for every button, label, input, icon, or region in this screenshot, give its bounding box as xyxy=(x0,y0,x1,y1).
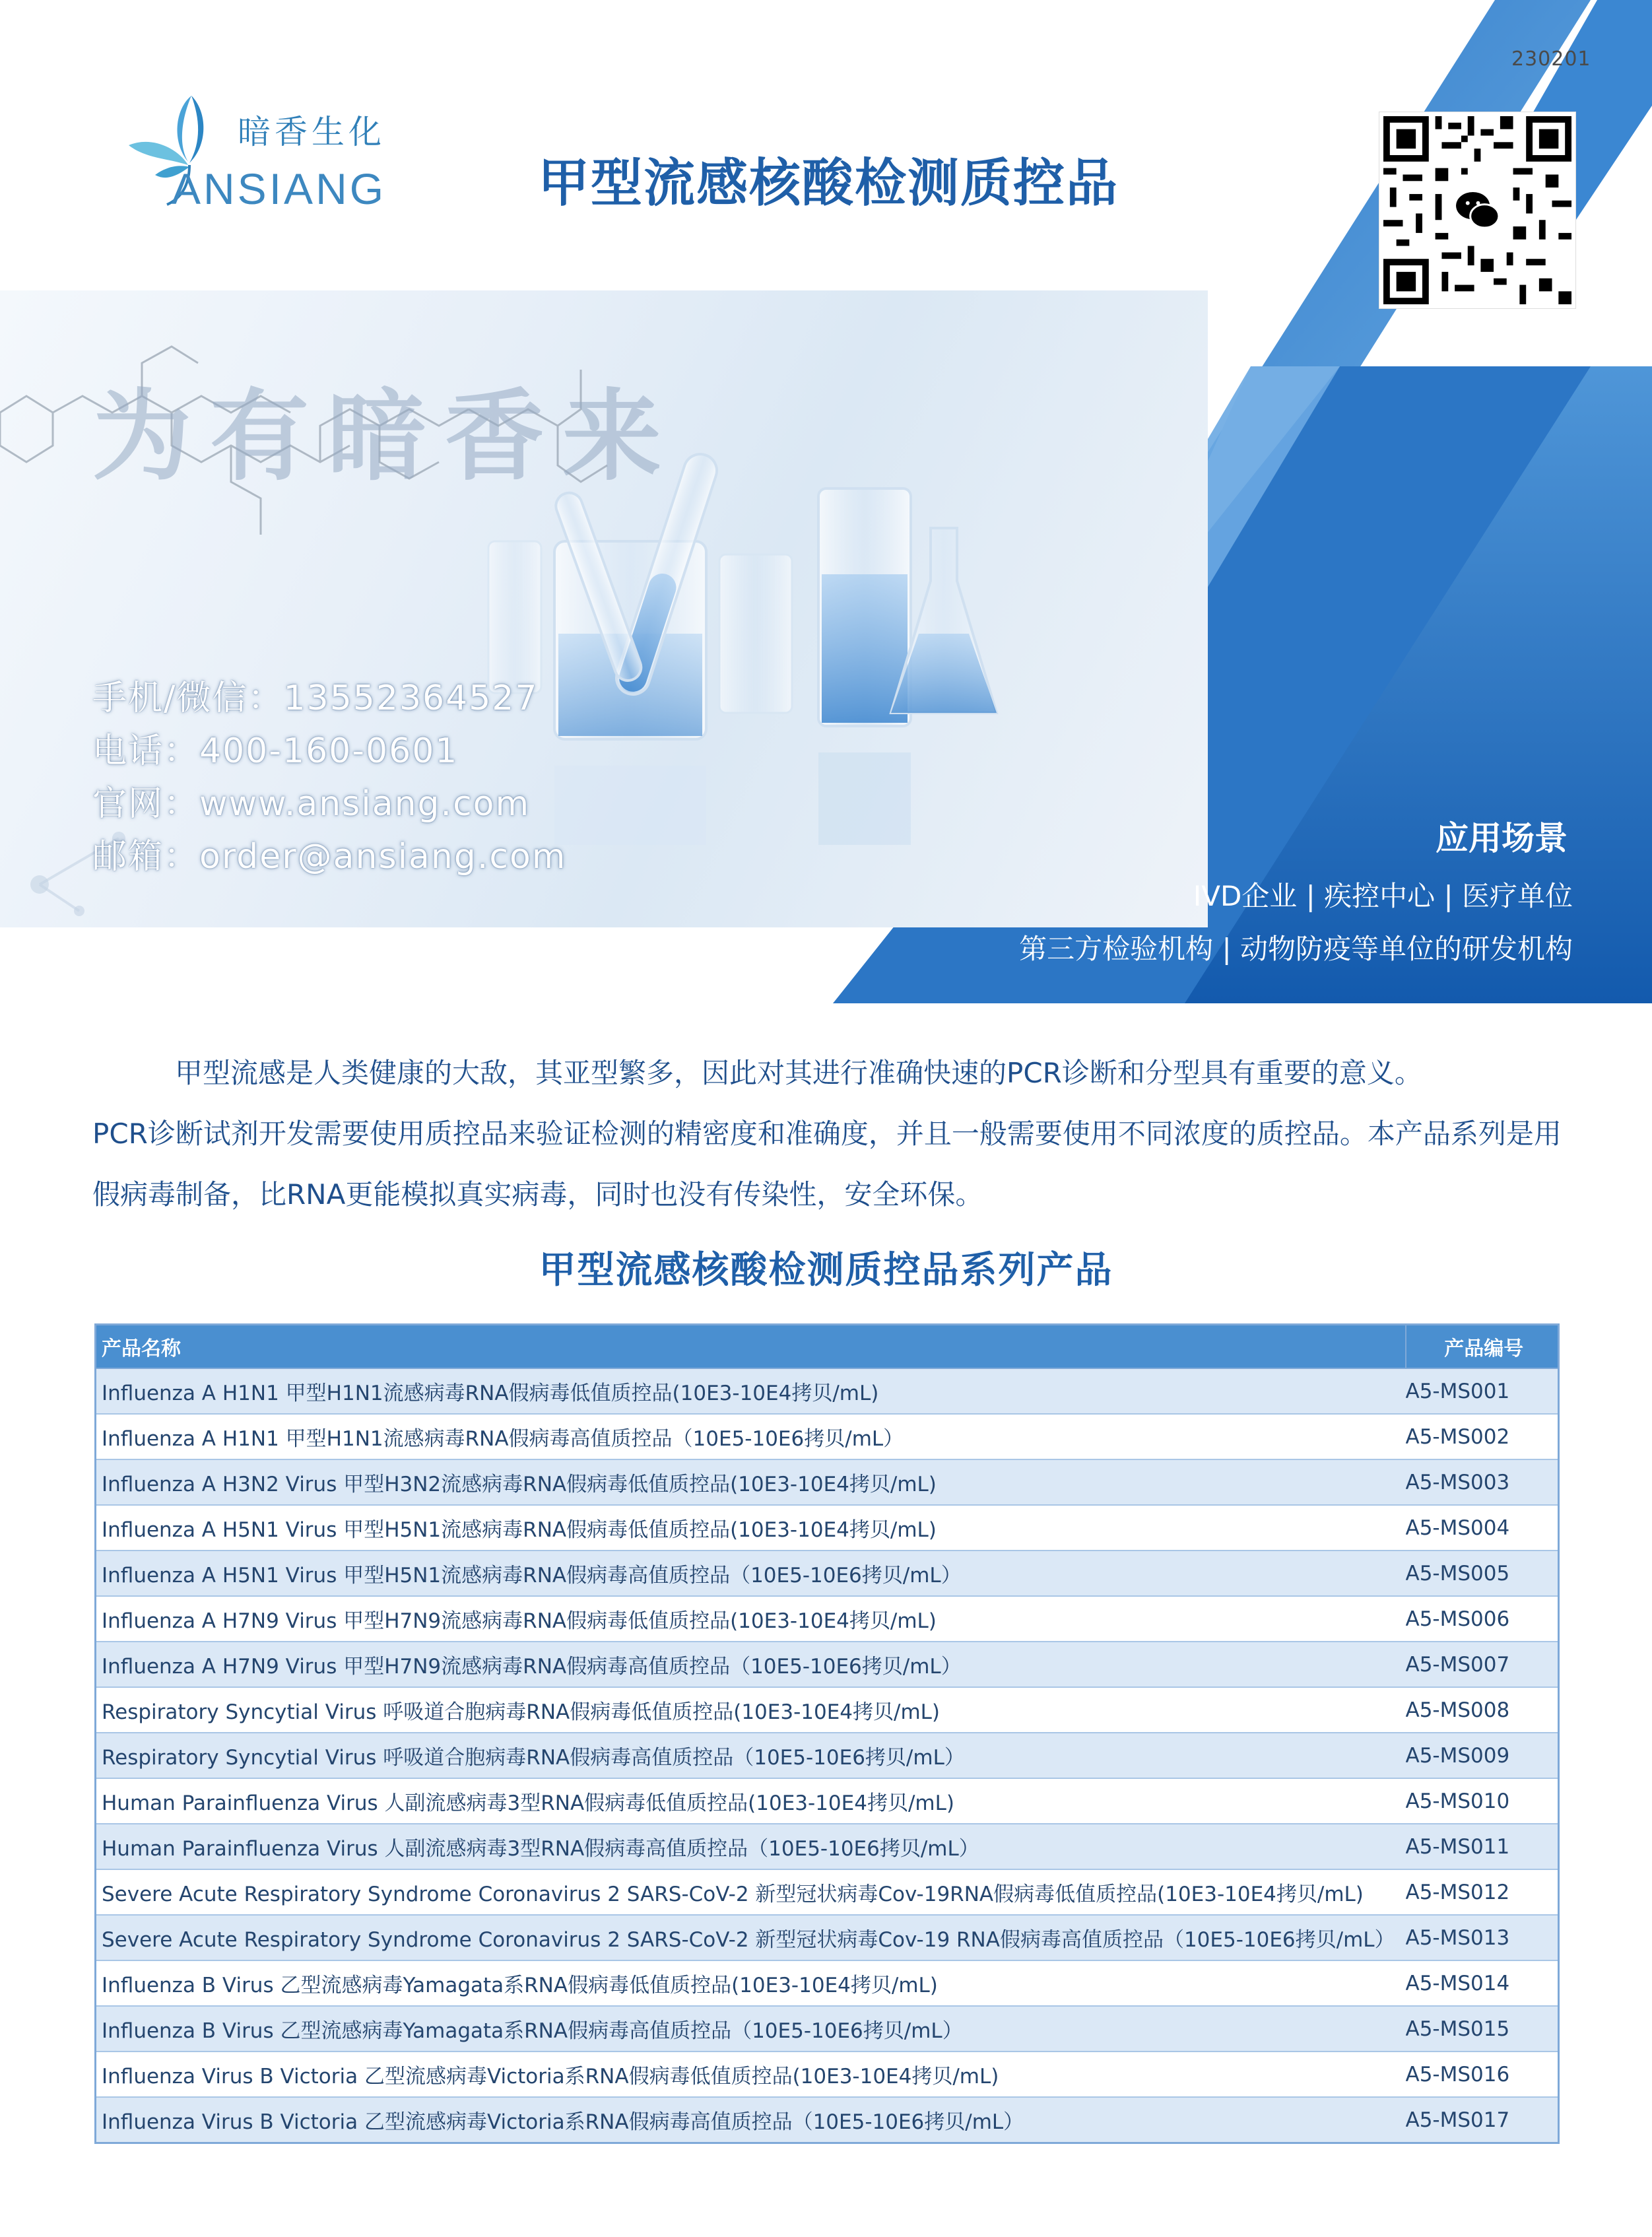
product-name-cell: Influenza A H1N1 甲型H1N1流感病毒RNA假病毒高值质控品（10E5-10E6拷贝/mL） xyxy=(96,1414,1406,1459)
table-row xyxy=(96,1915,1559,1960)
table-row xyxy=(96,1368,1559,1414)
contact-website[interactable]: 官网：www.ansiang.com xyxy=(92,784,531,824)
brand-name-cn: 暗香生化 xyxy=(238,113,385,151)
product-code-cell: A5-MS013 xyxy=(1406,1915,1559,1960)
page-title: 甲型流感核酸检测质控品 xyxy=(538,154,1119,213)
product-name-cell: Respiratory Syncytial Virus 呼吸道合胞病毒RNA假病毒低值质控品(10E3-10E4拷贝/mL) xyxy=(96,1687,1406,1733)
product-code-cell: A5-MS014 xyxy=(1406,1960,1559,2006)
product-name-cell: Severe Acute Respiratory Syndrome Coronavirus 2 SARS-CoV-2 新型冠状病毒Cov-19RNA假病毒低值质控品(10E3-10E4拷贝/mL) xyxy=(96,1869,1406,1915)
product-name-cell: Human Parainfluenza Virus 人副流感病毒3型RNA假病毒低值质控品(10E3-10E4拷贝/mL) xyxy=(96,1778,1406,1824)
product-code-cell: A5-MS003 xyxy=(1406,1459,1559,1505)
scenarios-title: 应用场景 xyxy=(1436,819,1568,857)
product-code-cell: A5-MS009 xyxy=(1406,1733,1559,1778)
table-row xyxy=(96,1778,1559,1824)
table-row xyxy=(96,1869,1559,1915)
product-name-cell: Respiratory Syncytial Virus 呼吸道合胞病毒RNA假病毒高值质控品（10E5-10E6拷贝/mL） xyxy=(96,1733,1406,1778)
table-row xyxy=(96,2052,1559,2097)
table-row xyxy=(96,1824,1559,1869)
table-header-row xyxy=(96,1325,1559,1369)
table-row xyxy=(96,1733,1559,1778)
intro-paragraph xyxy=(92,1043,1564,1225)
contact-email[interactable]: 邮箱：order@ansiang.com xyxy=(92,837,567,877)
scenarios-line-2: 第三方检验机构 | 动物防疫等单位的研发机构 xyxy=(1019,933,1573,965)
table-title: 甲型流感核酸检测质控品系列产品 xyxy=(539,1249,1113,1292)
brand-name-en: ANSIANG xyxy=(172,164,387,213)
product-code-cell: A5-MS005 xyxy=(1406,1551,1559,1596)
table-row xyxy=(96,1960,1559,2006)
slogan-watermark: 为有暗香来 xyxy=(92,378,680,494)
contact-mobile: 手机/微信：13552364527 xyxy=(92,679,539,718)
table-row xyxy=(96,1414,1559,1459)
table-row xyxy=(96,1505,1559,1551)
intro-sentence-1: 甲型流感是人类健康的大敌，其亚型繁多，因此对其进行准确快速的PCR诊断和分型具有重要的意义。 xyxy=(175,1057,1422,1089)
product-code-cell: A5-MS006 xyxy=(1406,1596,1559,1642)
product-code-cell: A5-MS016 xyxy=(1406,2052,1559,2097)
product-name-cell: Influenza A H7N9 Virus 甲型H7N9流感病毒RNA假病毒低值质控品(10E3-10E4拷贝/mL) xyxy=(96,1596,1406,1642)
table-row xyxy=(96,1687,1559,1733)
product-code-cell: A5-MS008 xyxy=(1406,1687,1559,1733)
product-code-cell: A5-MS011 xyxy=(1406,1824,1559,1869)
product-name-cell: Influenza A H3N2 Virus 甲型H3N2流感病毒RNA假病毒低值质控品(10E3-10E4拷贝/mL) xyxy=(96,1459,1406,1505)
product-code-cell: A5-MS015 xyxy=(1406,2006,1559,2052)
product-name-cell: Influenza B Virus 乙型流感病毒Yamagata系RNA假病毒低值质控品(10E3-10E4拷贝/mL) xyxy=(96,1960,1406,2006)
intro-sentence-2: PCR诊断试剂开发需要使用质控品来验证检测的精密度和准确度，并且一般需要使用不同浓度的质控品。本产品系列是用假病毒制备，比RNA更能模拟真实病毒，同时也没有传染性，安全环保。 xyxy=(92,1118,1562,1211)
table-row xyxy=(96,1596,1559,1642)
table-row xyxy=(96,1551,1559,1596)
product-code-cell: A5-MS010 xyxy=(1406,1778,1559,1824)
product-code-cell: A5-MS004 xyxy=(1406,1505,1559,1551)
document-code: 230201 xyxy=(1511,48,1591,71)
product-name-cell: Severe Acute Respiratory Syndrome Coronavirus 2 SARS-CoV-2 新型冠状病毒Cov-19 RNA假病毒高值质控品（10E5-10E6拷贝/mL） xyxy=(96,1915,1406,1960)
product-name-cell: Influenza A H5N1 Virus 甲型H5N1流感病毒RNA假病毒低值质控品(10E3-10E4拷贝/mL) xyxy=(96,1505,1406,1551)
product-table xyxy=(94,1323,1560,2144)
product-name-cell: Influenza Virus B Victoria 乙型流感病毒Victoria系RNA假病毒高值质控品（10E5-10E6拷贝/mL） xyxy=(96,2097,1406,2143)
product-name-cell: Influenza A H5N1 Virus 甲型H5N1流感病毒RNA假病毒高值质控品（10E5-10E6拷贝/mL） xyxy=(96,1551,1406,1596)
product-name-cell: Human Parainfluenza Virus 人副流感病毒3型RNA假病毒高值质控品（10E5-10E6拷贝/mL） xyxy=(96,1824,1406,1869)
table-row xyxy=(96,1459,1559,1505)
table-row xyxy=(96,2097,1559,2143)
product-name-cell: Influenza Virus B Victoria 乙型流感病毒Victoria系RNA假病毒低值质控品(10E3-10E4拷贝/mL) xyxy=(96,2052,1406,2097)
contact-phone: 电话：400-160-0601 xyxy=(92,731,459,771)
table-row xyxy=(96,2006,1559,2052)
product-code-cell: A5-MS001 xyxy=(1406,1368,1559,1414)
table-row xyxy=(96,1642,1559,1687)
product-code-cell: A5-MS017 xyxy=(1406,2097,1559,2143)
product-code-cell: A5-MS002 xyxy=(1406,1414,1559,1459)
header-product-code: 产品编号 xyxy=(1406,1325,1559,1369)
scenarios-line-1: IVD企业 | 疾控中心 | 医疗单位 xyxy=(1193,880,1573,912)
qr-code[interactable] xyxy=(1379,112,1575,308)
product-name-cell: Influenza A H1N1 甲型H1N1流感病毒RNA假病毒低值质控品(10E3-10E4拷贝/mL) xyxy=(96,1368,1406,1414)
product-name-cell: Influenza B Virus 乙型流感病毒Yamagata系RNA假病毒高值质控品（10E5-10E6拷贝/mL） xyxy=(96,2006,1406,2052)
product-name-cell: Influenza A H7N9 Virus 甲型H7N9流感病毒RNA假病毒高值质控品（10E5-10E6拷贝/mL） xyxy=(96,1642,1406,1687)
product-code-cell: A5-MS012 xyxy=(1406,1869,1559,1915)
product-code-cell: A5-MS007 xyxy=(1406,1642,1559,1687)
header-product-name: 产品名称 xyxy=(96,1325,1406,1369)
